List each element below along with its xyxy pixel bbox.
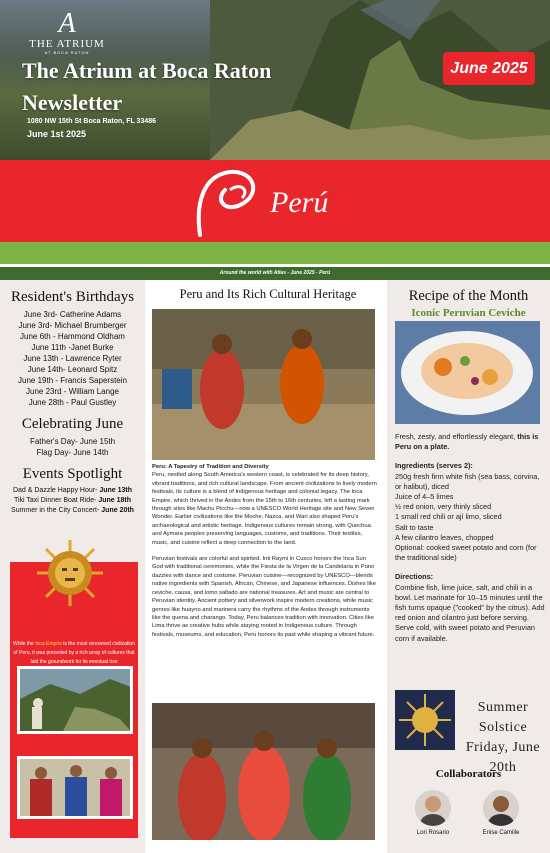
avatar [415,790,451,826]
solstice-text [460,698,546,778]
peru-logo [170,160,400,242]
list-item: June 23rd - William Lange [26,387,119,396]
directions-heading: Directions: [395,572,434,582]
list-item: June 19th - Francis Saperstein [18,376,127,385]
birthdays-heading: Resident's Birthdays [10,289,135,305]
sun-icon [395,690,455,750]
dancers-photo [152,309,375,460]
ceviche-photo [395,321,540,424]
andean-women-photo [17,756,133,819]
birthdays-list [0,309,145,408]
issue-date: June 1st 2025 [27,129,87,139]
list-item: June 13th - Lawrence Ryter [23,354,122,363]
inca-sun-mask-icon [35,538,105,608]
celebrating-list [0,436,145,458]
logo-letter: A [58,8,76,39]
list-item: 250g fresh firm white fish (sea bass, corvina, or halibut), diced [395,471,540,491]
solstice-line1: Summer Solstice [477,700,529,735]
celebrating-heading: Celebrating June [21,416,124,432]
article-paragraph-2: Peruvian festivals are colorful and spirited. Inti Raymi in Cusco honors the Inca Sun God with traditional ceremonies, while the Fiesta de la Virgen de la Candelaria in Puno dazzles with dance and costume. Peruvian cuisine—recognized by UNESCO—blends native ingredients with Spanish, African, Chinese, and Japanese influences. Dishes like ceviche, causa, and lomo saltado are national treasures. Art and music are central to Peruvian identity. Ancient pottery and silverwork inspire modern creations, while music genres like huayno and marinera carry the rhythms of the Andes through instruments like the quena and charango. Today, Peru balances tradition with innovation. Cities like Lima thrive as creative hubs while staying rooted in Indigenous culture. Through festivals, museums, and education, Peru honors its past while shaping a vibrant future. [152,556,376,638]
list-item: June 6th - Hammond Oldham [20,332,125,341]
list-item: Optional: cooked sweet potato and corn (for the traditional side) [395,543,537,563]
inca-note: While the Inca Empire is the most renowned civilization of Peru, it was preceded by a rich array of cultures that laid the groundwork for its eventual rise [12,641,135,665]
solstice-line2: Friday, June 20th [465,740,541,775]
article-paragraph-1: Peru, nestled along South America's western coast, is celebrated for its deep history, vibrant traditions, and rich cultural landscape. From ancient civilizations to lively modern festivals, its culture is a blend of Indigenous heritage and colonial legacy. The Inca Empire, which thrived in the Andes from the 15th to 16th centuries, left a lasting mark through sites like Machu Picchu—now a UNESCO World Heritage site and New Seven Wonder. Earlier civilizations like the Moche, Nazca, and Wari also shaped Peru's archaeological and artistic heritage. Indigenous cultures remain strong, with Quechua and Aymara peoples preserving languages, customs, and traditions. Their textiles, music, and cuisine reflect a deep connection to the land. [152,472,377,546]
newsletter-title [22,55,271,119]
recipe-intro: Fresh, zesty, and effortlessly elegant, this is Peru on a plate. [395,432,539,452]
recipe-text [395,432,545,644]
peru-word: Perú [270,186,329,219]
list-item: June 11th -Janet Burke [31,343,114,352]
list-item: 1 small red chili or ají limo, sliced [395,512,502,522]
festival-photo [152,703,375,840]
article-heading: Peru and Its Rich Cultural Heritage [179,287,357,301]
ingredients-heading: Ingredients (serves 2): [395,461,473,471]
list-item: June 3rd- Catherine Adams [23,310,122,319]
list-item: June 3rd- Michael Brumberger [18,321,127,330]
atrium-logo [22,10,112,55]
llama-photo [17,666,133,734]
logo-name: THE ATRIUM [29,38,105,50]
recipe-heading: Recipe of the Month [408,288,529,304]
list-item: June 14th- Leonard Spitz [27,365,118,374]
directions-text: Combine fish, lime juice, salt, and chili in a bowl. Let marinate for 10–15 minutes until the fish turns opaque ("cooked" by the citrus). Add red onion and cilantro just before serving. Serve cold, with sweet potato and Peruvian corn if available. [395,582,545,643]
list-item: June 28th - Paul Gustley [28,398,117,407]
avatar [483,790,519,826]
events-list [0,486,145,516]
list-item: Father's Day- June 15th [29,437,116,446]
title-line2: Newsletter [22,90,123,115]
article-body [152,463,378,647]
collaborator-name: Enise Camille [482,830,520,836]
recipe-subheading: Iconic Peruvian Ceviche [411,307,526,319]
collaborators-heading: Collaborators [435,768,502,780]
list-item: Flag Day- June 14th [36,448,109,457]
banner-tagline: Around the world with Atlas - June 2025 - Perú [0,267,550,280]
list-item: ½ red onion, very thinly sliced [395,502,492,512]
list-item: Juice of 4–5 limes [395,492,454,502]
list-item: Dad & Dazzle Happy Hour- June 13th [12,487,133,494]
green-stripe [0,242,550,264]
peru-banner [0,160,550,242]
list-item: Summer in the City Concert- June 20th [11,507,134,514]
address: 1080 NW 15th St Boca Raton, FL 33486 [27,118,157,125]
title-line1: The Atrium at Boca Raton [22,58,272,83]
collaborator-name: Lori Rosario [416,830,450,836]
month-badge: June 2025 [443,52,535,85]
list-item: A few cilantro leaves, chopped [395,532,494,542]
list-item: Salt to taste [395,522,434,532]
article-subheading: Peru: A Tapestry of Tradition and Diversity [152,464,269,470]
logo-sub: AT BOCA RATON [44,50,90,55]
header-hero [0,0,550,160]
events-heading: Events Spotlight [22,466,123,482]
list-item: Tiki Taxi Dinner Boat Ride- June 18th [13,497,132,504]
